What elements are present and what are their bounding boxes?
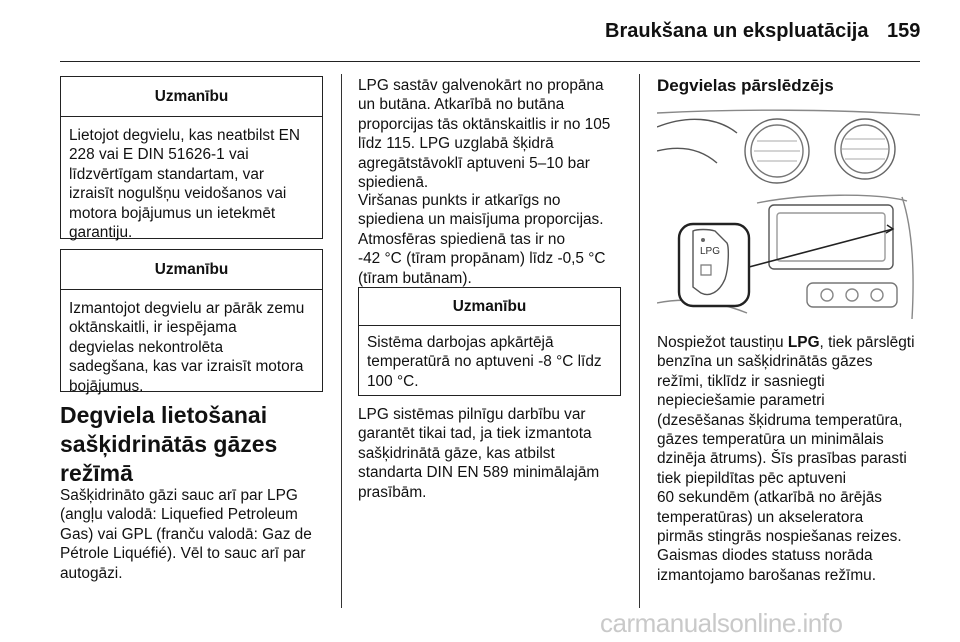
section-heading-fuel-switch: Degvielas pārslēdzējs <box>657 76 834 95</box>
text-line: izraisīt nogulšņu veidošanos vai <box>69 185 287 203</box>
column-divider-2 <box>639 74 640 608</box>
text-line: -42 °C (tīram propānam) līdz -0,5 °C <box>358 250 606 268</box>
warning-body <box>359 326 620 391</box>
text-line: režīmi, tiklīdz ir sasniegti <box>657 372 825 390</box>
text-line: temperatūrā no aptuveni -8 °C līdz <box>367 353 602 371</box>
text-line: sadegšana, kas var izraisīt motora <box>69 358 304 376</box>
warning-heading: Uzmanību <box>61 77 322 117</box>
text-line: agregātstāvoklī aptuveni 5–10 bar <box>358 154 590 172</box>
text-line: Atmosfēras spiedienā tas ir no <box>358 230 566 248</box>
watermark: carmanualsonline.info <box>600 608 843 638</box>
lpg-button-reference: LPG <box>787 334 820 351</box>
heading-line: režīmā <box>60 460 133 486</box>
text-line: prasībām. <box>358 483 427 501</box>
page-header-title: Braukšana un ekspluatācija <box>605 20 869 42</box>
text-line: 60 sekundēm (atkarībā no ārējās <box>657 489 883 507</box>
paragraph-fuel-switch <box>657 333 915 585</box>
column-divider-1 <box>341 74 342 608</box>
paragraph-lpg-composition <box>358 76 610 192</box>
text-line: Nospiežot taustiņu LPG, tiek pārslēgti <box>657 334 915 351</box>
warning-box-3 <box>358 287 621 396</box>
section-heading-lpg-fuel <box>60 401 277 488</box>
paragraph-lpg-guarantee <box>358 405 599 502</box>
warning-heading: Uzmanību <box>359 288 620 326</box>
text-line: dzinēja ātrums). Šīs prasības parasti <box>657 450 907 468</box>
text-line: (tīram butānam). <box>358 269 472 287</box>
warning-box-2 <box>60 249 323 395</box>
fuel-switch-illustration <box>657 107 920 319</box>
text-line: tiek piepildītas pēc aptuveni <box>657 469 847 487</box>
text-line: LPG sastāv galvenokārt no propāna <box>358 77 604 94</box>
text-line: garantiju. <box>69 224 133 242</box>
text-line: benzīna un sašķidrinātās gāzes <box>657 353 873 371</box>
text-line: izmantojamo barošanas režīmu. <box>657 566 876 584</box>
text-line: sašķidrinātā gāze, kas atbilst <box>358 444 555 462</box>
paragraph-boiling-point <box>358 191 606 288</box>
text-line: proporcijas tās oktānskaitlis ir no 105 <box>358 115 611 133</box>
text-line: Lietojot degvielu, kas neatbilst EN <box>69 127 300 144</box>
text-line: nepieciešamie parametri <box>657 392 825 410</box>
page-number: 159 <box>887 20 921 42</box>
text-line: 100 °C. <box>367 372 419 390</box>
text-line: LPG sistēmas pilnīgu darbību var <box>358 406 586 423</box>
text-line: autogāzi. <box>60 564 123 582</box>
dashboard-drawing <box>657 107 920 319</box>
text-line: un butāna. Atkarībā no butāna <box>358 96 565 114</box>
text-line: Pétrole Liquéfié). Vēl to sauc arī par <box>60 545 306 563</box>
text-line: līdzvērtīgam standartam, var <box>69 165 265 183</box>
header-rule <box>60 61 920 62</box>
text-line: oktānskaitli, ir iespējama <box>69 319 237 337</box>
paragraph-lpg-intro <box>60 486 312 583</box>
text-line: 228 vai E DIN 51626-1 vai <box>69 146 249 164</box>
text-line: garantēt tikai tad, ja tiek izmantota <box>358 425 592 443</box>
text-line: Gaismas diodes statuss norāda <box>657 547 873 565</box>
text-line: spiedienā. <box>358 174 429 192</box>
text-line: gāzes temperatūra un minimālais <box>657 431 884 449</box>
warning-body <box>61 290 322 396</box>
lpg-button-label: LPG <box>700 246 721 257</box>
text-line: Sistēma darbojas apkārtējā <box>367 334 554 351</box>
warning-box-1 <box>60 76 323 242</box>
text-line: (dzesēšanas šķidruma temperatūra, <box>657 411 903 429</box>
text-line: (angļu valodā: Liquefied Petroleum <box>60 506 298 524</box>
text-line: līdz 115. LPG uzglabā šķidrā <box>358 135 554 153</box>
text-line: Sašķidrināto gāzi sauc arī par LPG <box>60 487 298 504</box>
text-line: standarta DIN EN 589 minimālajām <box>358 464 600 482</box>
text-line: Izmantojot degvielu ar pārāk zemu <box>69 300 305 317</box>
text-line: bojājumus. <box>69 377 144 395</box>
warning-body <box>61 117 322 242</box>
heading-line: Degviela lietošanai <box>60 402 268 428</box>
text-line: Viršanas punkts ir atkarīgs no <box>358 192 561 209</box>
text-line: degvielas nekontrolēta <box>69 338 224 356</box>
text-line: pirmās stingrās nospiešanas reizes. <box>657 528 902 546</box>
text-line: motora bojājumus un ietekmēt <box>69 204 276 222</box>
text-line: Gas) vai GPL (franču valodā: Gaz de <box>60 525 312 543</box>
text-line: spiediena un maisījuma proporcijas. <box>358 211 604 229</box>
heading-line: sašķidrinātās gāzes <box>60 431 278 457</box>
warning-heading: Uzmanību <box>61 250 322 290</box>
text-line: temperatūras) un akseleratora <box>657 508 864 526</box>
